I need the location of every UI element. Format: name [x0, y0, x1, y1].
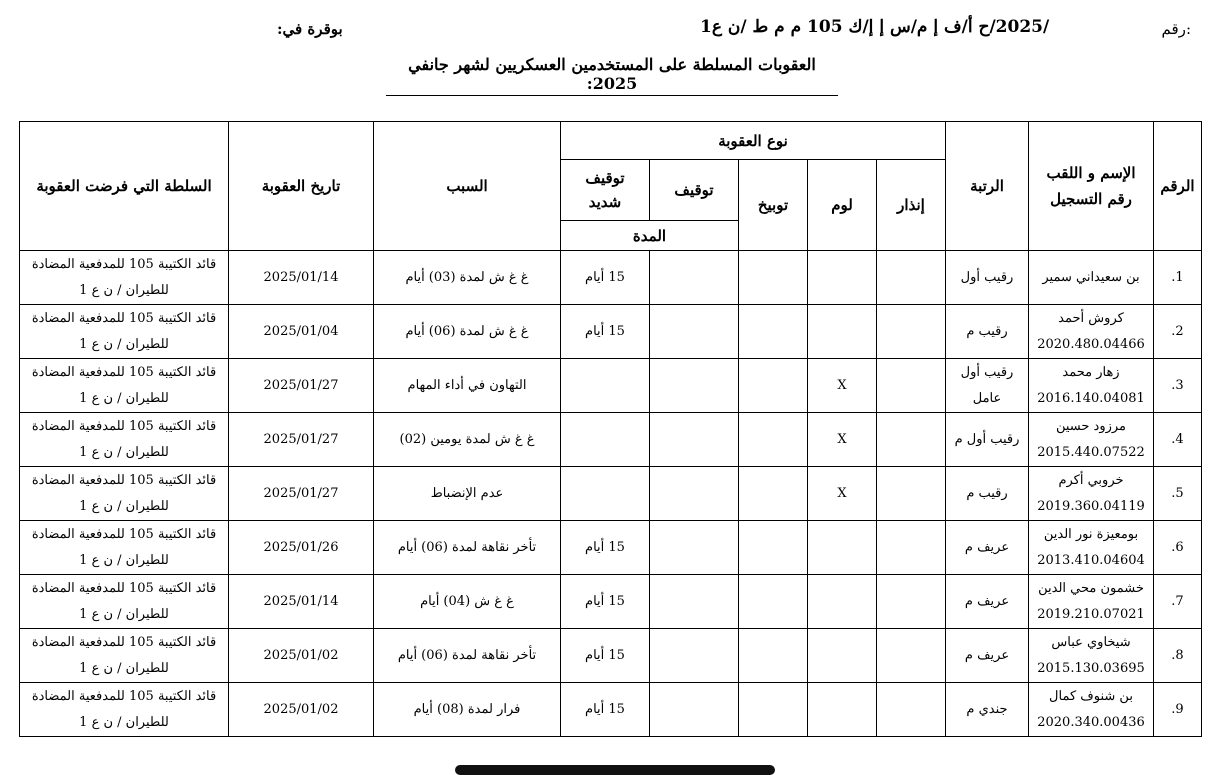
cell-reason — [374, 305, 561, 359]
cell-reason — [374, 467, 561, 521]
cell-rank — [946, 305, 1029, 359]
cell-authority — [20, 359, 229, 413]
cell-authority — [20, 683, 229, 737]
cell-blame-blame: X — [837, 485, 847, 501]
cell-name-registration-reg: 2016.140.04081 — [1037, 390, 1145, 406]
cell-blame — [808, 629, 877, 683]
cell-reprimand — [739, 575, 808, 629]
cell-reprimand — [739, 629, 808, 683]
cell-warning — [877, 683, 946, 737]
cell-rank-rank1: رقيب أول م — [954, 431, 1020, 447]
cell-authority-auth2: للطيران / ن ع 1 — [79, 660, 169, 676]
cell-number-num: 4. — [1171, 431, 1184, 447]
cell-rank-rank2: عامل — [972, 390, 1002, 406]
cell-authority-auth1: قائد الكتيبة 105 للمدفعية المضادة — [31, 364, 217, 380]
cell-rank — [946, 251, 1029, 305]
cell-name-registration-name: كروش أحمد — [1058, 310, 1124, 326]
cell-name-registration-name: شيخاوي عباس — [1051, 634, 1131, 650]
cell-date-date: 2025/01/02 — [263, 647, 339, 663]
cell-date — [229, 575, 374, 629]
cell-authority-auth2: للطيران / ن ع 1 — [79, 282, 169, 298]
cell-suspension — [650, 305, 739, 359]
cell-reason-reason: تأخر نقاهة لمدة (06) أيام — [397, 647, 537, 663]
cell-number-num: 9. — [1171, 701, 1184, 717]
cell-suspension — [650, 413, 739, 467]
cell-date-date: 2025/01/27 — [263, 485, 339, 501]
cell-date-date: 2025/01/27 — [263, 431, 339, 447]
cell-reason — [374, 575, 561, 629]
cell-name-registration — [1029, 305, 1154, 359]
cell-suspension — [650, 629, 739, 683]
cell-warning — [877, 575, 946, 629]
cell-suspension — [650, 683, 739, 737]
cell-date-date: 2025/01/27 — [263, 377, 339, 393]
cell-rank-rank1: عريف م — [964, 539, 1010, 555]
cell-blame — [808, 359, 877, 413]
cell-number — [1154, 413, 1202, 467]
cell-name-registration-name: خشمون محي الدين — [1038, 580, 1144, 596]
cell-authority — [20, 251, 229, 305]
cell-number-num: 1. — [1171, 269, 1184, 285]
cell-authority-auth2: للطيران / ن ع 1 — [79, 336, 169, 352]
cell-name-registration-reg: 2013.410.04604 — [1037, 552, 1145, 568]
cell-name-registration-name: بن سعيداني سمير — [1042, 269, 1140, 285]
cell-date — [229, 629, 374, 683]
cell-severe-suspension — [561, 413, 650, 467]
header-name — [1029, 122, 1154, 251]
cell-number-num: 2. — [1171, 323, 1184, 339]
cell-authority — [20, 467, 229, 521]
header-severe-suspension — [561, 160, 650, 221]
cell-date-date: 2025/01/02 — [263, 701, 339, 717]
header-name-line1: الإسم و اللقب — [1046, 164, 1136, 182]
cell-reason — [374, 359, 561, 413]
cell-blame-blame: X — [837, 431, 847, 447]
table-row — [20, 683, 1202, 737]
cell-rank — [946, 575, 1029, 629]
cell-authority-auth1: قائد الكتيبة 105 للمدفعية المضادة — [31, 310, 217, 326]
cell-severe-suspension — [561, 521, 650, 575]
cell-number — [1154, 251, 1202, 305]
cell-number-num: 7. — [1171, 593, 1184, 609]
cell-date-date: 2025/01/14 — [263, 269, 339, 285]
cell-authority — [20, 305, 229, 359]
reference-label: رقم: — [1161, 20, 1191, 38]
cell-reason-reason: التهاون في أداء المهام — [407, 377, 527, 393]
cell-severe-suspension — [561, 683, 650, 737]
cell-reprimand — [739, 467, 808, 521]
cell-severe-suspension-severe: 15 أيام — [585, 323, 625, 339]
cell-name-registration-name: مرزود حسين — [1055, 418, 1127, 434]
penalties-table-body — [20, 251, 1202, 737]
cell-severe-suspension-severe: 15 أيام — [585, 539, 625, 555]
cell-authority-auth2: للطيران / ن ع 1 — [79, 606, 169, 622]
cell-reason-reason: غ غ ش (04) أيام — [420, 593, 514, 609]
cell-suspension — [650, 251, 739, 305]
cell-name-registration — [1029, 467, 1154, 521]
cell-name-registration-name: خروبي أكرم — [1058, 472, 1124, 488]
cell-blame — [808, 251, 877, 305]
cell-rank-rank1: رقيب أول — [960, 269, 1014, 285]
cell-reprimand — [739, 521, 808, 575]
cell-severe-suspension-severe: 15 أيام — [585, 593, 625, 609]
cell-date — [229, 359, 374, 413]
header-authority: السلطة التي فرضت العقوبة — [20, 122, 229, 251]
cell-authority-auth1: قائد الكتيبة 105 للمدفعية المضادة — [31, 472, 217, 488]
cell-name-registration-name: بن شنوف كمال — [1049, 688, 1133, 704]
table-row — [20, 629, 1202, 683]
cell-rank-rank1: عريف م — [964, 647, 1010, 663]
header-reason: السبب — [374, 122, 561, 251]
header-blame: لوم — [808, 160, 877, 251]
cell-blame — [808, 467, 877, 521]
cell-date — [229, 521, 374, 575]
header-penalty-type: نوع العقوبة — [561, 122, 946, 160]
cell-severe-suspension-severe: 15 أيام — [585, 701, 625, 717]
cell-number — [1154, 629, 1202, 683]
cell-warning — [877, 359, 946, 413]
cell-name-registration — [1029, 683, 1154, 737]
cell-number-num: 8. — [1171, 647, 1184, 663]
cell-number — [1154, 521, 1202, 575]
cell-date — [229, 467, 374, 521]
cell-reason-reason: فرار لمدة (08) أيام — [413, 701, 521, 717]
cell-reason-reason: عدم الإنضباط — [430, 485, 504, 501]
cell-name-registration-reg: 2019.360.04119 — [1037, 498, 1145, 514]
cell-name-registration-reg: 2020.480.04466 — [1037, 336, 1145, 352]
table-row — [20, 359, 1202, 413]
header-name-line2: رقم التسجيل — [1050, 190, 1132, 208]
cell-rank-rank1: رقيب م — [966, 323, 1008, 339]
cell-reason — [374, 251, 561, 305]
header-suspension: توقيف — [650, 160, 739, 221]
header-warning: إنذار — [877, 160, 946, 251]
cell-reason-reason: غ غ ش لمدة (03) أيام — [405, 269, 529, 285]
cell-reason — [374, 629, 561, 683]
header-number: الرقم — [1154, 122, 1202, 251]
table-row — [20, 575, 1202, 629]
cell-reprimand — [739, 683, 808, 737]
cell-suspension — [650, 467, 739, 521]
cell-rank — [946, 467, 1029, 521]
cell-authority — [20, 413, 229, 467]
cell-warning — [877, 305, 946, 359]
cell-authority-auth1: قائد الكتيبة 105 للمدفعية المضادة — [31, 256, 217, 272]
cell-number — [1154, 467, 1202, 521]
cell-authority — [20, 575, 229, 629]
cell-authority-auth1: قائد الكتيبة 105 للمدفعية المضادة — [31, 526, 217, 542]
cell-authority-auth2: للطيران / ن ع 1 — [79, 714, 169, 730]
cell-reason-reason: تأخر نقاهة لمدة (06) أيام — [397, 539, 537, 555]
cell-name-registration-reg: 2019.210.07021 — [1037, 606, 1145, 622]
cell-rank-rank1: رقيب أول — [960, 364, 1014, 380]
table-row — [20, 251, 1202, 305]
cell-rank — [946, 683, 1029, 737]
cell-authority-auth2: للطيران / ن ع 1 — [79, 498, 169, 514]
cell-rank — [946, 359, 1029, 413]
cell-number — [1154, 359, 1202, 413]
cell-date-date: 2025/01/26 — [263, 539, 339, 555]
cell-name-registration-reg: 2020.340.00436 — [1037, 714, 1145, 730]
cell-date — [229, 413, 374, 467]
cell-suspension — [650, 575, 739, 629]
cell-name-registration-name: زهار محمد — [1062, 364, 1120, 380]
cell-name-registration — [1029, 575, 1154, 629]
header-date: تاريخ العقوبة — [229, 122, 374, 251]
cell-severe-suspension-severe: 15 أيام — [585, 269, 625, 285]
city-date-label: بوقرة في: — [277, 20, 343, 38]
cell-rank-rank1: رقيب م — [966, 485, 1008, 501]
cell-authority — [20, 521, 229, 575]
cell-number-num: 6. — [1171, 539, 1184, 555]
cell-warning — [877, 251, 946, 305]
cell-reprimand — [739, 413, 808, 467]
cell-authority-auth2: للطيران / ن ع 1 — [79, 552, 169, 568]
cell-number-num: 5. — [1171, 485, 1184, 501]
cell-date-date: 2025/01/04 — [263, 323, 339, 339]
header-severe-line1: توقيف — [585, 169, 625, 187]
cell-reprimand — [739, 305, 808, 359]
header-rank: الرتبة — [946, 122, 1029, 251]
cell-severe-suspension — [561, 251, 650, 305]
cell-blame — [808, 575, 877, 629]
cell-suspension — [650, 359, 739, 413]
cell-number — [1154, 683, 1202, 737]
document-title: العقوبات المسلطة على المستخدمين العسكريين لشهر جانفي 2025: — [386, 55, 838, 96]
cell-rank — [946, 521, 1029, 575]
header-duration: المدة — [561, 221, 739, 251]
bottom-scroll-indicator[interactable] — [455, 765, 775, 775]
cell-severe-suspension — [561, 575, 650, 629]
cell-warning — [877, 413, 946, 467]
cell-blame — [808, 521, 877, 575]
cell-severe-suspension-severe: 15 أيام — [585, 647, 625, 663]
cell-severe-suspension — [561, 359, 650, 413]
cell-reason-reason: غ غ ش لمدة يومين (02) — [399, 431, 535, 447]
cell-authority-auth1: قائد الكتيبة 105 للمدفعية المضادة — [31, 580, 217, 596]
cell-rank — [946, 413, 1029, 467]
cell-severe-suspension — [561, 467, 650, 521]
cell-blame — [808, 683, 877, 737]
header-severe-line2: شديد — [588, 193, 622, 211]
cell-number — [1154, 305, 1202, 359]
cell-rank-rank1: جندي م — [966, 701, 1008, 717]
cell-name-registration-reg: 2015.130.03695 — [1037, 660, 1145, 676]
cell-reprimand — [739, 359, 808, 413]
cell-warning — [877, 629, 946, 683]
cell-blame — [808, 305, 877, 359]
cell-warning — [877, 467, 946, 521]
header-reprimand: توبيخ — [739, 160, 808, 251]
cell-authority-auth1: قائد الكتيبة 105 للمدفعية المضادة — [31, 634, 217, 650]
cell-blame — [808, 413, 877, 467]
cell-rank — [946, 629, 1029, 683]
cell-name-registration — [1029, 413, 1154, 467]
cell-number-num: 3. — [1171, 377, 1184, 393]
cell-name-registration-reg: 2015.440.07522 — [1037, 444, 1145, 460]
cell-authority-auth2: للطيران / ن ع 1 — [79, 444, 169, 460]
cell-severe-suspension — [561, 629, 650, 683]
cell-name-registration — [1029, 521, 1154, 575]
cell-reason — [374, 413, 561, 467]
penalties-table — [19, 121, 1202, 737]
cell-authority-auth1: قائد الكتيبة 105 للمدفعية المضادة — [31, 688, 217, 704]
table-row — [20, 521, 1202, 575]
cell-severe-suspension — [561, 305, 650, 359]
cell-name-registration — [1029, 629, 1154, 683]
table-row — [20, 413, 1202, 467]
cell-reason — [374, 521, 561, 575]
table-row — [20, 467, 1202, 521]
cell-name-registration-name: بومعيزة نور الدين — [1043, 526, 1139, 542]
cell-rank-rank1: عريف م — [964, 593, 1010, 609]
cell-blame-blame: X — [837, 377, 847, 393]
cell-reprimand — [739, 251, 808, 305]
cell-suspension — [650, 521, 739, 575]
cell-authority — [20, 629, 229, 683]
cell-authority-auth1: قائد الكتيبة 105 للمدفعية المضادة — [31, 418, 217, 434]
cell-authority-auth2: للطيران / ن ع 1 — [79, 390, 169, 406]
cell-reason-reason: غ غ ش لمدة (06) أيام — [405, 323, 529, 339]
cell-date — [229, 683, 374, 737]
cell-warning — [877, 521, 946, 575]
table-row — [20, 305, 1202, 359]
reference-number: /2025/ح أ/ف إ م/س إ إ/ك 105 م م ط /ن ع1 — [700, 17, 1050, 37]
cell-date — [229, 305, 374, 359]
cell-name-registration — [1029, 359, 1154, 413]
cell-reason — [374, 683, 561, 737]
cell-name-registration — [1029, 251, 1154, 305]
cell-number — [1154, 575, 1202, 629]
cell-date-date: 2025/01/14 — [263, 593, 339, 609]
cell-date — [229, 251, 374, 305]
